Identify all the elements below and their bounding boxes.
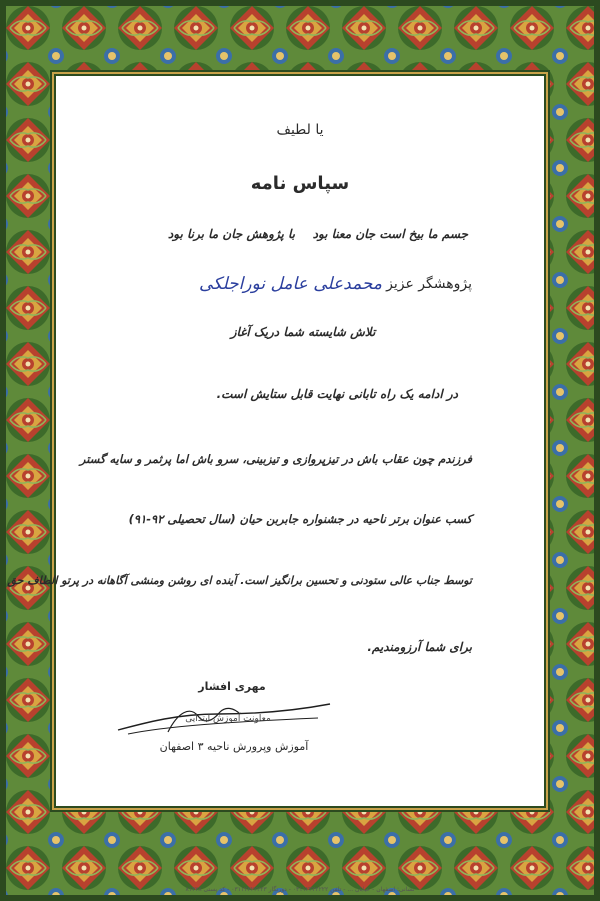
verse-right: جسم ما بیخ است جان معنا بود [312,227,468,241]
certificate-title: سپاس نامه [250,173,350,194]
line-child: فرزندم چون عقاب باش در تیزپروازی و تیزبینی، سرو باش اما پرثمر و سایه گستر [79,452,472,466]
recipient-name: محمدعلی عامل نوراجلکی [198,274,382,294]
footer-address: نشانی: اصفهان - خیابان ... - تلفن ۰۳۱۱۲۲۲۲۲۲۲ - دورنگار ۰۳۱۱۲۲۲۲۲۲۳ - کد پستی ۸۱۴۳۸ [185,886,415,893]
line-rank: کسب عنوان برتر ناحیه در جشنواره جابربن حیان (سال تحصیلی ۹۲-۹۱) [128,512,472,526]
line-effort: تلاش شایسته شما دریک آغاز [230,325,376,339]
verse-left: با پژوهش جان ما برنا بود [167,227,295,241]
signer-title: معاونت آموزش ابتدایی [185,714,271,724]
invocation: یا لطیف [276,122,324,138]
line-continue: در ادامه یک راه تابانی نهایت قابل ستایش است. [216,387,458,401]
line-wish: برای شما آرزومندیم. [367,640,472,654]
signer-name: مهری افشار [198,680,266,693]
line-praise: توسط جناب عالی ستودنی و تحسین برانگیز است. آینده ای روشن ومنشی آگاهانه در پرتو الطاف حق [7,574,472,587]
recipient-label: پژوهشگر عزیز [386,276,472,292]
organization: آموزش وپرورش ناحیه ۳ اصفهان [159,740,309,753]
